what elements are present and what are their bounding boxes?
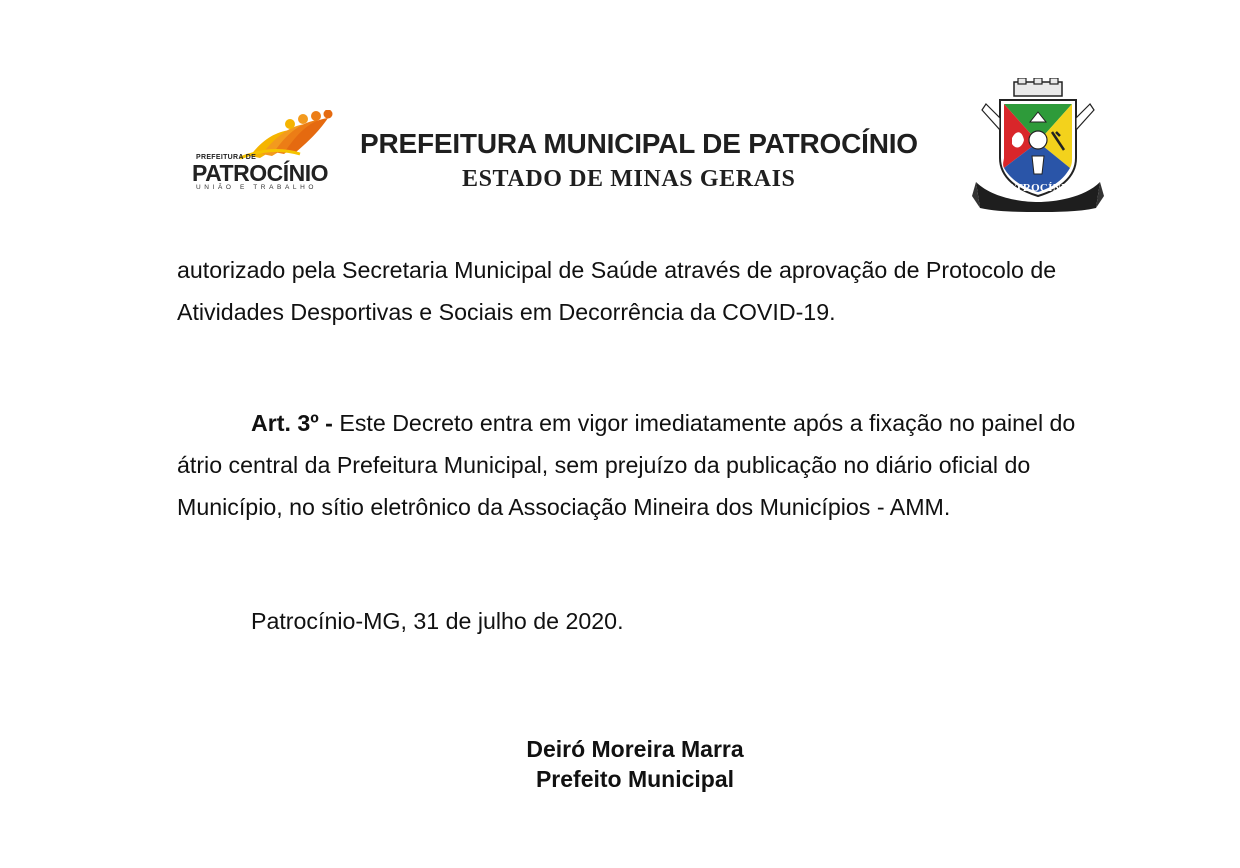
- logo-small-text: PREFEITURA DE: [196, 154, 257, 161]
- header-title: PREFEITURA MUNICIPAL DE PATROCÍNIO: [360, 128, 918, 159]
- logo-motto-text: UNIÃO E TRABALHO: [196, 184, 318, 191]
- paragraph-article-3: [177, 402, 1097, 528]
- coat-of-arms-scroll-text: PATROCÍNIO: [1001, 182, 1075, 194]
- patrocinio-logo: [190, 110, 335, 195]
- document-header: [0, 0, 1240, 220]
- article-text: Este Decreto entra em vigor imediatamente após a fixação no painel do átrio central da Prefeitura Municipal, sem prejuízo da publicação no diário oficial do Município, no sítio eletrônico da Associação Mineira dos Municípios - AMM.: [177, 410, 1076, 520]
- paragraph-1: autorizado pela Secretaria Municipal de Saúde através de aprovação de Protocolo de Atividades Desportivas e Sociais em Decorrência da COVID-19.: [177, 257, 1057, 325]
- place-date: Patrocínio-MG, 31 de julho de 2020.: [251, 608, 624, 634]
- signature-name: Deiró Moreira Marra: [526, 736, 744, 762]
- header-subtitle: ESTADO DE MINAS GERAIS: [462, 166, 796, 192]
- coat-of-arms-icon: [972, 78, 1104, 214]
- people-figures-icon: [190, 110, 335, 160]
- signature-role: Prefeito Municipal: [535, 766, 735, 792]
- logo-brand-text: PATROCÍNIO: [192, 160, 328, 186]
- article-label: Art. 3º -: [251, 410, 333, 436]
